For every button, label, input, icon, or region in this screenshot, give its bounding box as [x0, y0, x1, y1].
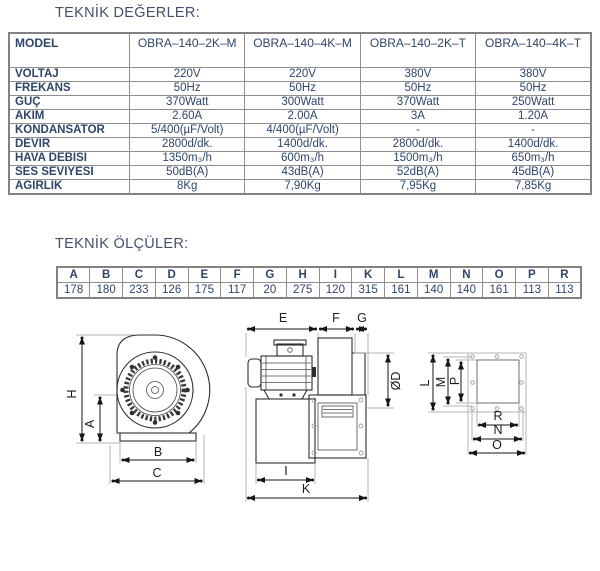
- dim-label-K: K: [301, 482, 311, 496]
- spec-value-cell: 45dB(A): [476, 166, 591, 180]
- dim-value-cell: 315: [352, 283, 385, 299]
- dim-label-P: P: [448, 376, 462, 386]
- spec-model-name: OBRA–140–4K–T: [476, 33, 591, 68]
- dim-header-cell: I: [319, 267, 352, 283]
- spec-value-cell: 50dB(A): [130, 166, 245, 180]
- dim-header-cell: D: [155, 267, 188, 283]
- dim-header-cell: P: [516, 267, 549, 283]
- fan-front-view-drawing: [65, 335, 210, 484]
- dim-header-cell: H: [286, 267, 319, 283]
- dim-header-cell: F: [221, 267, 254, 283]
- spec-value-cell: 220V: [130, 68, 245, 82]
- dim-value-cell: 180: [90, 283, 123, 299]
- spec-value-cell: 1.20A: [476, 110, 591, 124]
- spec-row: [9, 124, 591, 138]
- spec-row-label: GÜÇ: [9, 96, 130, 110]
- spec-model-name: OBRA–140–2K–M: [130, 33, 245, 68]
- section-title-technical-values: TEKNİK DEĞERLER:: [55, 5, 200, 21]
- dim-value-cell: 117: [221, 283, 254, 299]
- spec-value-cell: 7,85Kg: [476, 180, 591, 195]
- spec-value-cell: 650m₃/h: [476, 152, 591, 166]
- dim-header-cell: L: [385, 267, 418, 283]
- dim-label-L: L: [418, 379, 432, 387]
- spec-row: [9, 96, 591, 110]
- spec-row: [9, 152, 591, 166]
- spec-value-cell: 300Watt: [245, 96, 360, 110]
- spec-row: [9, 180, 591, 195]
- outlet-flange-drawing: [418, 353, 526, 455]
- spec-row-label: AĞIRLIK: [9, 180, 130, 195]
- spec-value-cell: 370Watt: [360, 96, 475, 110]
- dim-header-cell: N: [450, 267, 483, 283]
- dim-value-cell: 233: [123, 283, 156, 299]
- dim-header-row: [57, 267, 581, 283]
- spec-row-label: DEVİR: [9, 138, 130, 152]
- spec-value-cell: -: [476, 124, 591, 138]
- dim-value-cell: 140: [450, 283, 483, 299]
- spec-row-label: SES SEVİYESİ: [9, 166, 130, 180]
- fan-side-view-drawing: [246, 311, 403, 502]
- spec-row: [9, 166, 591, 180]
- spec-value-cell: 8Kg: [130, 180, 245, 195]
- section-title-technical-dimensions: TEKNİK ÖLÇÜLER:: [55, 236, 189, 252]
- spec-value-cell: 50Hz: [130, 82, 245, 96]
- spec-value-cell: 3A: [360, 110, 475, 124]
- dimension-table: [56, 266, 582, 299]
- spec-value-cell: 4/400(µF/Volt): [245, 124, 360, 138]
- spec-value-cell: 7,90Kg: [245, 180, 360, 195]
- dim-label-R: R: [493, 409, 503, 423]
- dim-header-cell: G: [254, 267, 287, 283]
- spec-value-cell: 220V: [245, 68, 360, 82]
- dim-label-F: F: [332, 311, 340, 325]
- spec-value-cell: 1350m₃/h: [130, 152, 245, 166]
- spec-row: [9, 82, 591, 96]
- spec-value-cell: 1400d/dk.: [245, 138, 360, 152]
- dim-value-row: [57, 283, 581, 299]
- spec-row-label: FREKANS: [9, 82, 130, 96]
- dim-label-O: O: [492, 438, 502, 452]
- spec-row: [9, 138, 591, 152]
- spec-model-header: MODEL: [9, 33, 130, 68]
- dim-value-cell: 113: [516, 283, 549, 299]
- technical-drawings: [0, 305, 600, 571]
- dim-value-cell: 140: [417, 283, 450, 299]
- dim-label-N: N: [493, 423, 503, 437]
- dim-label-E: E: [278, 311, 288, 325]
- dim-label-I: I: [284, 464, 288, 478]
- spec-value-cell: 50Hz: [360, 82, 475, 96]
- spec-row: [9, 68, 591, 82]
- dim-header-cell: C: [123, 267, 156, 283]
- spec-row-label: VOLTAJ: [9, 68, 130, 82]
- dim-label-H: H: [65, 389, 79, 399]
- dim-value-cell: 120: [319, 283, 352, 299]
- spec-value-cell: 1500m₃/h: [360, 152, 475, 166]
- spec-model-name: OBRA–140–4K–M: [245, 33, 360, 68]
- spec-value-cell: 43dB(A): [245, 166, 360, 180]
- spec-row: [9, 110, 591, 124]
- dim-value-cell: 161: [483, 283, 516, 299]
- spec-row-label: HAVA DEBİSİ: [9, 152, 130, 166]
- dim-header-cell: B: [90, 267, 123, 283]
- spec-value-cell: 600m₃/h: [245, 152, 360, 166]
- dim-header-cell: M: [417, 267, 450, 283]
- dim-label-A: A: [83, 419, 97, 429]
- spec-value-cell: 5/400(µF/Volt): [130, 124, 245, 138]
- dim-label-B: B: [153, 445, 163, 459]
- spec-value-cell: 7,95Kg: [360, 180, 475, 195]
- dim-label-OD: ØD: [389, 371, 403, 391]
- spec-row-label: AKIM: [9, 110, 130, 124]
- spec-value-cell: 380V: [360, 68, 475, 82]
- dim-header-cell: R: [548, 267, 581, 283]
- dim-value-cell: 126: [155, 283, 188, 299]
- spec-value-cell: 250Watt: [476, 96, 591, 110]
- dim-label-C: C: [152, 466, 162, 480]
- spec-value-cell: 370Watt: [130, 96, 245, 110]
- spec-value-cell: -: [360, 124, 475, 138]
- spec-value-cell: 50Hz: [476, 82, 591, 96]
- spec-model-name: OBRA–140–2K–T: [360, 33, 475, 68]
- dim-header-cell: O: [483, 267, 516, 283]
- spec-row-label: KONDANSATÖR: [9, 124, 130, 138]
- dim-value-cell: 175: [188, 283, 221, 299]
- dim-value-cell: 178: [57, 283, 90, 299]
- dim-header-cell: A: [57, 267, 90, 283]
- spec-value-cell: 2800d/dk.: [130, 138, 245, 152]
- spec-header-row: [9, 33, 591, 68]
- dim-value-cell: 113: [548, 283, 581, 299]
- dim-label-G: G: [357, 311, 367, 325]
- spec-value-cell: 2800d/dk.: [360, 138, 475, 152]
- spec-value-cell: 50Hz: [245, 82, 360, 96]
- dim-value-cell: 275: [286, 283, 319, 299]
- dim-value-cell: 20: [254, 283, 287, 299]
- dim-value-cell: 161: [385, 283, 418, 299]
- spec-value-cell: 52dB(A): [360, 166, 475, 180]
- spec-table: [8, 32, 592, 195]
- spec-value-cell: 2.00A: [245, 110, 360, 124]
- spec-value-cell: 1400d/dk.: [476, 138, 591, 152]
- spec-value-cell: 2.60A: [130, 110, 245, 124]
- dim-label-M: M: [434, 376, 448, 388]
- dim-header-cell: E: [188, 267, 221, 283]
- spec-value-cell: 380V: [476, 68, 591, 82]
- dim-header-cell: K: [352, 267, 385, 283]
